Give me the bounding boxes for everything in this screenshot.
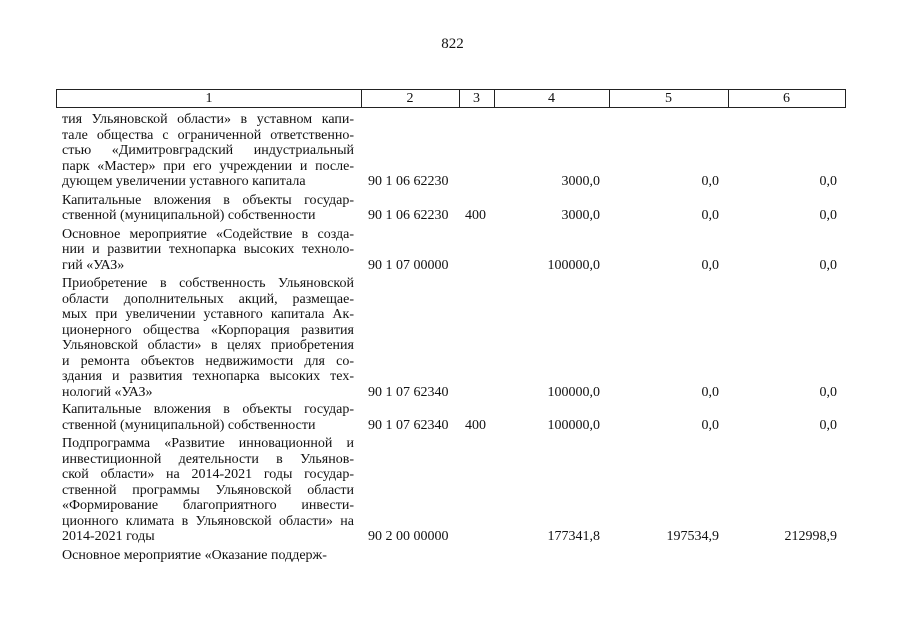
row-value-year-2: 0,0 [701, 174, 719, 189]
row-value-year-2: 0,0 [701, 208, 719, 223]
description-line: дующем увеличении уставного капитала [62, 174, 306, 189]
header-col-1: 1 [205, 91, 213, 106]
description-line: области дополнительных акций, размещае- [62, 291, 354, 307]
header-col-6: 6 [783, 91, 790, 106]
description-line: тале общества с ограниченной ответственно- [62, 127, 354, 143]
description-line: Капитальные вложения в объекты государ- [62, 192, 354, 208]
row-code: 90 1 06 62230 [368, 174, 449, 189]
description-line: ской области» на 2014-2021 годы государ- [62, 467, 354, 482]
header-col-2: 2 [406, 91, 414, 106]
row-code: 90 1 07 00000 [368, 257, 449, 273]
row-value-year-1: 177341,8 [547, 529, 600, 544]
row-value-year-3: 0,0 [819, 417, 837, 433]
row-description [62, 276, 354, 400]
description-line: Ульяновской области» в целях приобретения [62, 338, 354, 353]
description-line: Капитальные вложения в объекты государ- [62, 402, 354, 417]
description-line: стью «Димитровградский индустриальный [62, 143, 354, 158]
row-expense-type: 400 [465, 208, 486, 223]
row-value-year-1: 3000,0 [561, 174, 600, 189]
row-description [62, 193, 354, 224]
table-header-row [56, 89, 846, 108]
row-value-year-3: 212998,9 [784, 529, 837, 544]
row-code: 90 2 00 00000 [368, 529, 449, 544]
description-line: Основное мероприятие «Оказание поддерж- [62, 547, 327, 563]
description-line: 2014-2021 годы [62, 529, 155, 544]
row-value-year-1: 100000,0 [547, 417, 600, 433]
row-value-year-2: 0,0 [701, 257, 719, 273]
description-line: гий «УАЗ» [62, 257, 125, 273]
header-col-5: 5 [665, 91, 672, 106]
description-line: мых при увеличении уставного капитала Ак- [62, 307, 354, 322]
row-value-year-2: 0,0 [701, 384, 719, 400]
row-expense-type: 400 [465, 417, 486, 433]
header-col-3: 3 [473, 91, 480, 106]
row-description [62, 402, 354, 433]
description-line: ственной (муниципальной) собственности [62, 208, 316, 223]
row-value-year-1: 3000,0 [561, 208, 600, 223]
description-line: и ремонта объектов недвижимости для со- [62, 353, 354, 369]
row-value-year-3: 0,0 [819, 208, 837, 223]
description-line: ционерного общества «Корпорация развития [62, 322, 354, 338]
description-line: ственной программы Ульяновской области [62, 482, 354, 498]
description-line: здания и развития технопарка высоких тех- [62, 369, 354, 384]
row-value-year-1: 100000,0 [547, 257, 600, 273]
description-line: парк «Мастер» при его учреждении и после- [62, 158, 354, 174]
description-line: «Формирование благоприятного инвести- [62, 498, 354, 513]
row-value-year-3: 0,0 [819, 384, 837, 400]
description-line: тия Ульяновской области» в уставном капи- [62, 112, 354, 127]
row-description [62, 112, 354, 190]
row-code: 90 1 07 62340 [368, 384, 449, 400]
row-code: 90 1 07 62340 [368, 417, 449, 433]
description-line: нии и развитии технопарка высоких техноло- [62, 242, 354, 257]
description-line: нологий «УАЗ» [62, 384, 153, 400]
row-value-year-2: 197534,9 [666, 529, 719, 544]
description-line: ственной (муниципальной) собственности [62, 417, 316, 433]
description-line: Основное мероприятие «Содействие в созда- [62, 226, 354, 242]
row-value-year-3: 0,0 [819, 257, 837, 273]
row-value-year-2: 0,0 [701, 417, 719, 433]
page-number: 822 [441, 36, 464, 52]
header-col-4: 4 [548, 91, 555, 106]
row-value-year-1: 100000,0 [547, 384, 600, 400]
description-line: ционного климата в Ульяновской области» на [62, 513, 354, 529]
description-line: Подпрограмма «Развитие инновационной и [62, 436, 354, 451]
row-value-year-3: 0,0 [819, 174, 837, 189]
row-description [62, 436, 354, 545]
row-description [62, 227, 354, 274]
description-line: инвестиционной деятельности в Ульянов- [62, 451, 354, 467]
row-code: 90 1 06 62230 [368, 208, 449, 223]
description-line: Приобретение в собственность Ульяновской [62, 276, 354, 291]
row-description [62, 548, 354, 564]
